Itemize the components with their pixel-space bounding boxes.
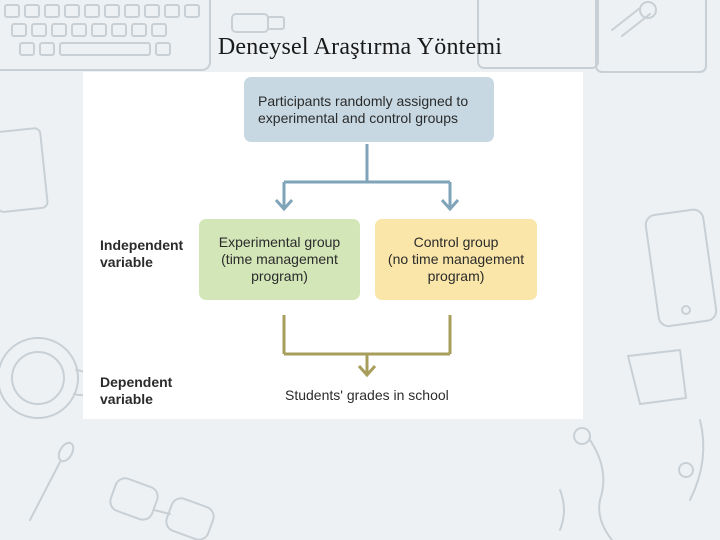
outcome-label: Students' grades in school xyxy=(285,387,449,403)
glasses-doodle xyxy=(108,476,217,540)
experimental-group-box: Experimental group (time management program) xyxy=(199,219,360,300)
spoon-doodle xyxy=(30,440,76,520)
usb-doodle xyxy=(232,14,284,32)
control-group-box: Control group (no time management program) xyxy=(375,219,537,300)
tablet-doodle xyxy=(0,128,48,213)
earphones-doodle xyxy=(560,420,703,540)
dependent-variable-label: Dependent variable xyxy=(100,374,173,407)
slide-title: Deneysel Araştırma Yöntemi xyxy=(217,34,503,60)
phone-doodle xyxy=(644,208,717,327)
experiment-diagram xyxy=(83,72,583,419)
random-assignment-box: Participants randomly assigned to experimental and control groups xyxy=(244,77,494,142)
independent-variable-label: Independent variable xyxy=(100,237,184,270)
sticky-note-doodle xyxy=(628,350,686,404)
cup-doodle xyxy=(0,338,92,418)
